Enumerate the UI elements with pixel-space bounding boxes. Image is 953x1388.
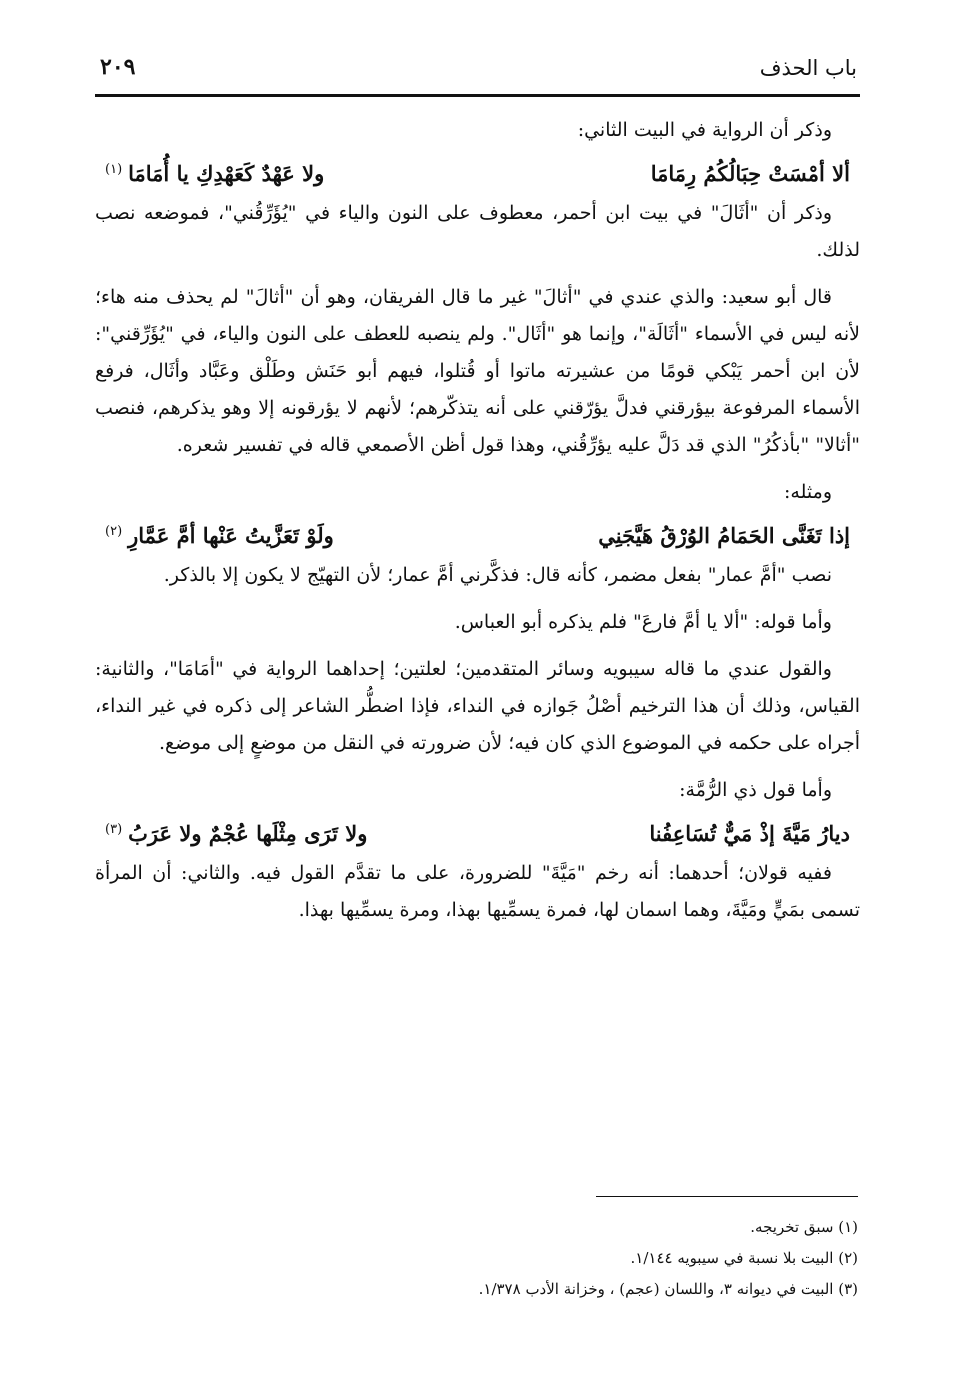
paragraph: قال أبو سعيد: والذي عندي في "أثالَ" غير ما قال الفريقان، وهو أن "أثالَ" لم يحذف منه هاء؛ لأنه ليس في الأسماء "أثَالَة"، وإنما هو "أثَال". ولم ينصبه للعطف على النون والياء، في "يُؤَرِّقني": لأن ابن أحمر يَبْكي قومًا من عشيرته ماتوا أو قُتلوا، فيهم أبو حَنَش وطَلْق وعَبَّاد وأثَال، فرفع الأسماء المرفوعة بيؤرقني فدلَّ يؤرّقني على أنه يتذكّرهم؛ لأنهم لا يؤرقونه إلا وهو يذكرهم، فنصب "أثالا" "بأذكُرُ" الذي قد دَلَّ عليه يؤرِّقُني، وهذا قول أظن الأصمعي قاله في تفسير شعره. [95,286,860,456]
footnote-marker: (٢) [105,524,123,539]
paragraph: نصب "أمَّ عمار" بفعل مضمر، كأنه قال: فذكَّرني أمَّ عمار؛ لأن التهيّج لا يكون إلا بالذكر. [163,564,832,586]
paragraph: وذكر أن "أثَالَ" في بيت ابن أحمر، معطوف على النون والياء في "يُؤَرِّقُني"، فموضعه نصب لذلك. [95,202,860,261]
footnote: (١) سبق تخريجه. [750,1218,858,1236]
footnotes [93,1212,858,1305]
footnote-marker: (١) [105,162,123,177]
paragraph: والقول عندي ما قاله سيبويه وسائر المتقدمين؛ لعلتين؛ إحداهما الرواية في "أمَامَا"، والثانية: القياس، وذلك أن هذا الترخيم أصْلُ جَوازه في النداء، فإذا اضطُّر الشاعر إلى ذكره في غير النداء، أجراه على حكمه في الموضوع الذي كان فيه؛ لأن ضرورته في النقل من موضعٍ إلى موضع. [95,658,860,754]
verse-first-hemistich: ديارُ مَيَّةَ إذْ مَيٌّ تُسَاعِفُنا [649,821,850,846]
page-body [95,112,860,939]
verse-first-hemistich: ألا أمْسَتْ حِبَالُكُمُ رِمَامَا [650,161,850,186]
verse-first-hemistich: إذا تَغَنَّى الحَمَامُ الوُرْقُ هَيَّجَنِي [598,523,850,548]
verse-second-hemistich [105,511,334,557]
header-rule [95,94,860,97]
paragraph: وذكر أن الرواية في البيت الثاني: [577,119,832,141]
footnote: (٣) البيت في ديوانه ٣، واللسان (عجم) ، وخزانة الأدب ١/٣٧٨. [478,1280,858,1298]
footnote-rule [596,1196,858,1197]
paragraph: وأما قوله: "ألا يا أمَّ فارعَ" فلم يذكره أبو العباس. [454,611,832,633]
paragraph: ومثله: [784,481,832,503]
poetry-verse [95,511,860,553]
verse-second-text: ولَوْ تَعَزَّيتُ عَنْها أمَّ عَمَّارِ [128,523,334,548]
paragraph: وأما قول ذي الرُّمَّة: [679,779,832,801]
poetry-verse [95,149,860,191]
verse-second-text: ولا تَرَى مِثْلَها عُجْمٌ ولا عَرَبُ [128,821,368,846]
chapter-title: باب الحذف [759,56,857,80]
verse-second-hemistich [105,149,324,195]
verse-second-hemistich [105,809,367,855]
verse-second-text: ولا عَهْدٌ كَعَهْدِكِ يا أُمَامَا [128,161,325,186]
poetry-verse [95,809,860,851]
footnote: (٢) البيت بلا نسبة في سيبويه ١/١٤٤. [630,1249,858,1267]
page-number: ٢٠٩ [100,54,136,80]
footnote-marker: (٣) [105,822,123,837]
paragraph: ففيه قولان؛ أحدهما: أنه رخم "مَيَّةَ" للضرورة، على ما تقدَّم القول فيه. والثاني: أن المرأة تسمى بمَيٍّ ومَيَّةَ، وهما اسمان لها، فمرة يسمِّيها بهذا، ومرة يسمِّيها بهذا. [95,862,860,921]
